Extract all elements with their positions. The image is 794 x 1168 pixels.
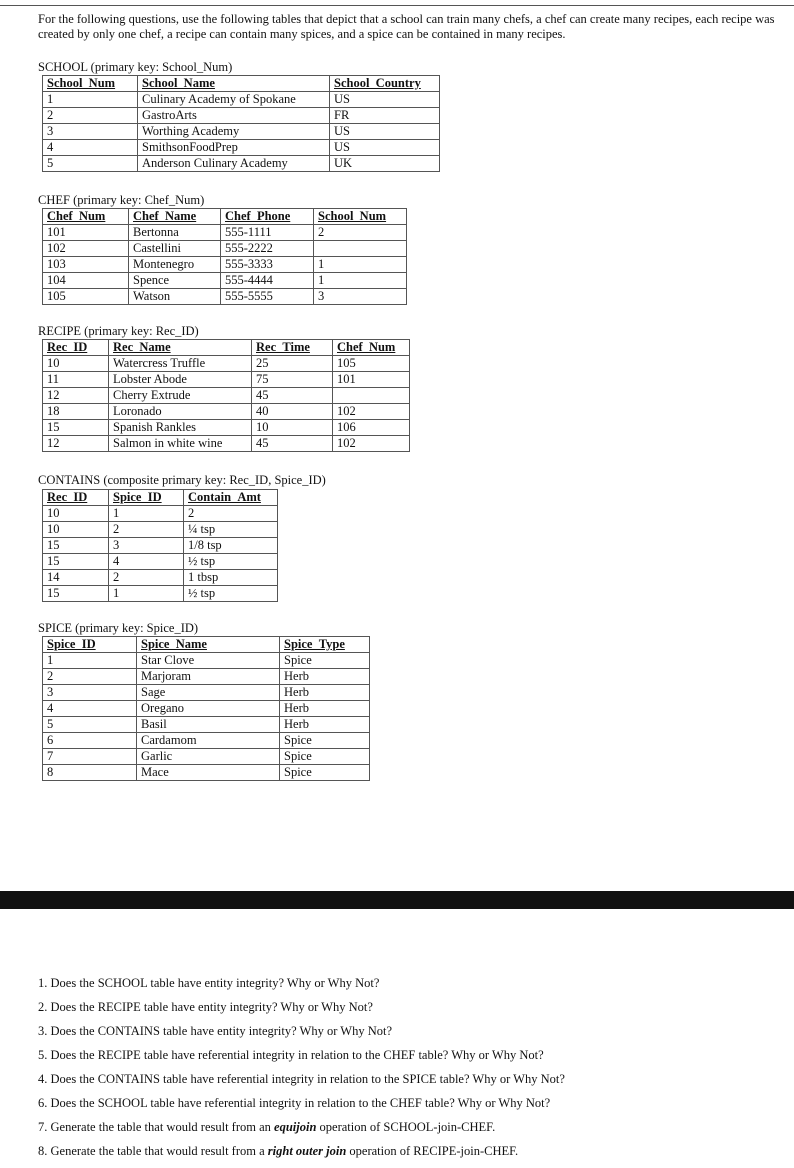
school-header-row — [43, 76, 440, 92]
spice-table-cell: 6 — [43, 733, 137, 749]
school-table-row — [43, 140, 440, 156]
recipe-table-cell: 102 — [333, 436, 410, 452]
intro-paragraph: For the following questions, use the following tables that depict that a school can train many chefs, a chef can create many recipes, each recipe was created by only one chef, a recipe can contain many spices, and a spice can be contained in many recipes. — [38, 12, 775, 41]
contains-table-cell: ¼ tsp — [184, 522, 278, 538]
spice-table-row — [43, 733, 370, 749]
school-table-cell: 2 — [43, 108, 138, 124]
contains-column-header: Rec_ID — [43, 490, 109, 506]
recipe-table-cell: 106 — [333, 420, 410, 436]
contains-table-cell: 2 — [184, 506, 278, 522]
recipe-caption: RECIPE (primary key: Rec_ID) — [38, 324, 199, 338]
school-column-header: School_Country — [330, 76, 440, 92]
chef-table-cell: 555-4444 — [221, 273, 314, 289]
recipe-table-cell: 12 — [43, 436, 109, 452]
school-table-cell: SmithsonFoodPrep — [138, 140, 330, 156]
chef-table-row — [43, 225, 407, 241]
dark-divider-band — [0, 891, 794, 909]
contains-table-row — [43, 586, 278, 602]
chef-table-cell: 555-1111 — [221, 225, 314, 241]
spice-table-cell: Garlic — [137, 749, 280, 765]
spice-table-cell: Herb — [280, 701, 370, 717]
contains-table-cell: ½ tsp — [184, 586, 278, 602]
recipe-table-cell: 11 — [43, 372, 109, 388]
contains-table — [42, 489, 278, 602]
chef-table-cell: 1 — [314, 273, 407, 289]
contains-table-row — [43, 522, 278, 538]
chef-table-cell: 103 — [43, 257, 129, 273]
spice-table-row — [43, 701, 370, 717]
school-table — [42, 75, 440, 172]
school-table-cell: UK — [330, 156, 440, 172]
recipe-table-cell: Loronado — [109, 404, 252, 420]
chef-table-row — [43, 257, 407, 273]
contains-table-cell: 1 tbsp — [184, 570, 278, 586]
spice-table-cell: Spice — [280, 749, 370, 765]
school-table-cell: 5 — [43, 156, 138, 172]
recipe-table-cell: Watercress Truffle — [109, 356, 252, 372]
recipe-table-cell: 102 — [333, 404, 410, 420]
spice-table-cell: Cardamom — [137, 733, 280, 749]
spice-table-row — [43, 685, 370, 701]
spice-table-cell: Oregano — [137, 701, 280, 717]
chef-table-cell: 1 — [314, 257, 407, 273]
spice-table-cell: 5 — [43, 717, 137, 733]
contains-table-cell: 10 — [43, 506, 109, 522]
contains-column-header: Spice_ID — [109, 490, 184, 506]
recipe-table-cell: 10 — [43, 356, 109, 372]
spice-table-cell: Herb — [280, 685, 370, 701]
chef-caption: CHEF (primary key: Chef_Num) — [38, 193, 205, 207]
school-table-row — [43, 156, 440, 172]
contains-table-cell: 4 — [109, 554, 184, 570]
contains-table-cell: 2 — [109, 570, 184, 586]
question-list — [38, 976, 778, 1168]
chef-table — [42, 208, 407, 305]
spice-table-cell: Sage — [137, 685, 280, 701]
spice-table-cell: 1 — [43, 653, 137, 669]
contains-table-row — [43, 506, 278, 522]
contains-table-row — [43, 538, 278, 554]
chef-table-cell: 3 — [314, 289, 407, 305]
school-caption: SCHOOL (primary key: School_Num) — [38, 60, 233, 74]
contains-table-cell: 15 — [43, 538, 109, 554]
school-table-cell: 1 — [43, 92, 138, 108]
contains-table-cell: 15 — [43, 586, 109, 602]
recipe-column-header: Rec_ID — [43, 340, 109, 356]
recipe-table-cell: 75 — [252, 372, 333, 388]
question-item: 5. Does the RECIPE table have referential integrity in relation to the CHEF table? Why or Why Not? — [38, 1048, 544, 1062]
spice-table-cell: Marjoram — [137, 669, 280, 685]
recipe-table-cell: 12 — [43, 388, 109, 404]
recipe-header-row — [43, 340, 410, 356]
question-item: 4. Does the CONTAINS table have referential integrity in relation to the SPICE table? Why or Why Not? — [38, 1072, 565, 1086]
emphasized-term: equijoin — [274, 1120, 317, 1134]
spice-table-cell: Herb — [280, 717, 370, 733]
spice-table — [42, 636, 370, 781]
spice-table-cell: Basil — [137, 717, 280, 733]
contains-column-header: Contain_Amt — [184, 490, 278, 506]
recipe-table-cell: 18 — [43, 404, 109, 420]
chef-table-cell: 555-3333 — [221, 257, 314, 273]
chef-column-header: Chef_Phone — [221, 209, 314, 225]
chef-table-cell: Castellini — [129, 241, 221, 257]
recipe-table-row — [43, 388, 410, 404]
spice-table-row — [43, 765, 370, 781]
chef-table-cell: 2 — [314, 225, 407, 241]
school-table-cell: 3 — [43, 124, 138, 140]
spice-caption: SPICE (primary key: Spice_ID) — [38, 621, 199, 635]
chef-table-cell: Montenegro — [129, 257, 221, 273]
chef-table-cell: Spence — [129, 273, 221, 289]
school-table-cell: Anderson Culinary Academy — [138, 156, 330, 172]
spice-table-row — [43, 749, 370, 765]
recipe-table-row — [43, 420, 410, 436]
chef-table-cell: 101 — [43, 225, 129, 241]
recipe-table-cell: 105 — [333, 356, 410, 372]
spice-table-row — [43, 653, 370, 669]
contains-table-cell: 10 — [43, 522, 109, 538]
spice-table-cell: Mace — [137, 765, 280, 781]
contains-table-cell: 2 — [109, 522, 184, 538]
question-item: 1. Does the SCHOOL table have entity integrity? Why or Why Not? — [38, 976, 380, 990]
school-table-cell: GastroArts — [138, 108, 330, 124]
recipe-table-cell: 45 — [252, 436, 333, 452]
recipe-table-cell: 15 — [43, 420, 109, 436]
school-table-row — [43, 108, 440, 124]
spice-table-row — [43, 669, 370, 685]
school-table-cell: Culinary Academy of Spokane — [138, 92, 330, 108]
chef-table-row — [43, 289, 407, 305]
recipe-table-row — [43, 436, 410, 452]
spice-column-header: Spice_Name — [137, 637, 280, 653]
spice-table-cell: 3 — [43, 685, 137, 701]
school-table-row — [43, 92, 440, 108]
school-table-row — [43, 124, 440, 140]
school-table-cell: Worthing Academy — [138, 124, 330, 140]
question-item: 3. Does the CONTAINS table have entity integrity? Why or Why Not? — [38, 1024, 393, 1038]
chef-table-row — [43, 273, 407, 289]
chef-table-cell: 105 — [43, 289, 129, 305]
school-column-header: School_Num — [43, 76, 138, 92]
spice-table-cell: 4 — [43, 701, 137, 717]
chef-table-cell: 102 — [43, 241, 129, 257]
question-item: 8. Generate the table that would result from a right outer join operation of RECIPE-join-CHEF. — [38, 1144, 519, 1158]
chef-table-cell: Bertonna — [129, 225, 221, 241]
school-column-header: School_Name — [138, 76, 330, 92]
contains-table-cell: 3 — [109, 538, 184, 554]
recipe-table-cell: Lobster Abode — [109, 372, 252, 388]
chef-column-header: Chef_Name — [129, 209, 221, 225]
spice-table-cell: Spice — [280, 765, 370, 781]
spice-header-row — [43, 637, 370, 653]
recipe-column-header: Rec_Name — [109, 340, 252, 356]
recipe-table-cell: 10 — [252, 420, 333, 436]
spice-column-header: Spice_ID — [43, 637, 137, 653]
chef-table-cell: 555-2222 — [221, 241, 314, 257]
chef-column-header: Chef_Num — [43, 209, 129, 225]
contains-table-cell: 1 — [109, 586, 184, 602]
school-table-cell: FR — [330, 108, 440, 124]
recipe-table-cell: 40 — [252, 404, 333, 420]
spice-table-cell: Spice — [280, 733, 370, 749]
recipe-table-cell: 45 — [252, 388, 333, 404]
spice-table-row — [43, 717, 370, 733]
chef-table-cell: 555-5555 — [221, 289, 314, 305]
recipe-column-header: Rec_Time — [252, 340, 333, 356]
spice-table-cell: Spice — [280, 653, 370, 669]
recipe-table-cell: Spanish Rankles — [109, 420, 252, 436]
recipe-column-header: Chef_Num — [333, 340, 410, 356]
recipe-table-row — [43, 404, 410, 420]
recipe-table-cell — [333, 388, 410, 404]
contains-table-cell: 15 — [43, 554, 109, 570]
contains-caption: CONTAINS (composite primary key: Rec_ID, Spice_ID) — [38, 473, 326, 487]
chef-header-row — [43, 209, 407, 225]
school-table-cell: 4 — [43, 140, 138, 156]
contains-table-cell: 1/8 tsp — [184, 538, 278, 554]
spice-table-cell: 2 — [43, 669, 137, 685]
emphasized-term: right outer join — [267, 1144, 347, 1158]
chef-table-cell: Watson — [129, 289, 221, 305]
chef-table-row — [43, 241, 407, 257]
chef-column-header: School_Num — [314, 209, 407, 225]
chef-table-cell — [314, 241, 407, 257]
contains-table-cell: 1 — [109, 506, 184, 522]
question-item: 7. Generate the table that would result from an equijoin operation of SCHOOL-join-CHEF. — [38, 1120, 496, 1134]
school-table-cell: US — [330, 124, 440, 140]
contains-table-row — [43, 554, 278, 570]
top-rule — [0, 5, 794, 6]
contains-table-cell: ½ tsp — [184, 554, 278, 570]
spice-column-header: Spice_Type — [280, 637, 370, 653]
spice-table-cell: Star Clove — [137, 653, 280, 669]
spice-table-cell: 7 — [43, 749, 137, 765]
question-item: 2. Does the RECIPE table have entity integrity? Why or Why Not? — [38, 1000, 373, 1014]
school-table-cell: US — [330, 92, 440, 108]
chef-table-cell: 104 — [43, 273, 129, 289]
school-table-cell: US — [330, 140, 440, 156]
recipe-table — [42, 339, 410, 452]
recipe-table-cell: Salmon in white wine — [109, 436, 252, 452]
recipe-table-cell: 101 — [333, 372, 410, 388]
recipe-table-cell: Cherry Extrude — [109, 388, 252, 404]
spice-table-cell: Herb — [280, 669, 370, 685]
question-item: 6. Does the SCHOOL table have referential integrity in relation to the CHEF table? Why or Why Not? — [38, 1096, 551, 1110]
contains-table-row — [43, 570, 278, 586]
contains-header-row — [43, 490, 278, 506]
recipe-table-cell: 25 — [252, 356, 333, 372]
spice-table-cell: 8 — [43, 765, 137, 781]
recipe-table-row — [43, 356, 410, 372]
recipe-table-row — [43, 372, 410, 388]
contains-table-cell: 14 — [43, 570, 109, 586]
